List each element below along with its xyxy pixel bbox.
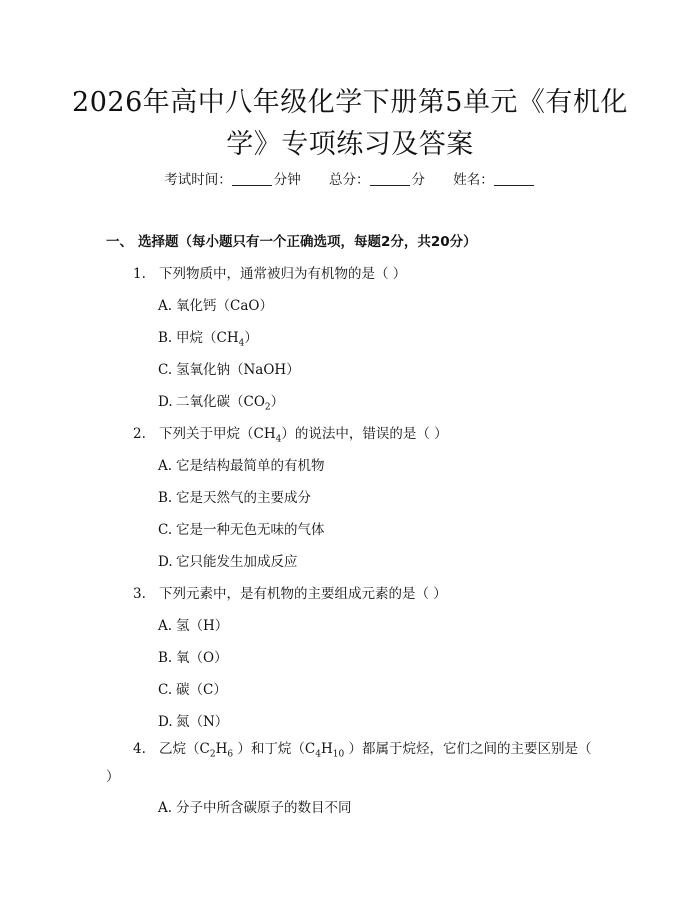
option-label: B. [158,490,173,506]
name-blank[interactable] [494,184,534,186]
option-text: 它是一种无色无味的气体 [176,522,325,538]
option-1c[interactable] [158,358,300,378]
option-2a[interactable] [158,454,325,474]
option-2c[interactable] [158,518,325,538]
score-label: 总分： [329,172,370,188]
option-label: D. [158,714,173,730]
option-1d[interactable] [158,390,284,413]
section-number: 一、 [106,234,133,250]
score-unit: 分 [411,172,425,188]
question-4 [106,738,596,788]
question-text: 乙烷（C [159,741,210,757]
subscript: 4 [315,749,321,760]
question-text-tail: ）的说法中，错误的是（ ） [281,426,448,442]
option-text: 甲烷（CH [176,330,239,346]
option-2b[interactable] [158,486,311,506]
option-label: D. [158,554,173,570]
option-text: 氢（H） [176,618,229,634]
option-label: A. [158,298,173,314]
option-text: 分子中所含碳原子的数目不同 [176,800,352,816]
option-label: B. [158,650,173,666]
subscript: 2 [264,402,271,413]
option-4a[interactable] [158,796,352,816]
question-number: 4. [133,741,146,757]
question-3 [133,582,447,602]
option-label: A. [158,458,173,474]
option-3c[interactable] [158,678,227,698]
question-text: 下列元素中，是有机物的主要组成元素的是（ ） [159,586,447,602]
option-text: 氮（N） [176,714,229,730]
option-text: 氧（O） [176,650,228,666]
question-text: 下列关于甲烷（CH [159,426,276,442]
option-3a[interactable] [158,614,228,634]
option-label: C. [158,682,173,698]
option-1b[interactable] [158,326,258,349]
option-text: 它是天然气的主要成分 [176,490,311,506]
option-text: 氢氧化钠（NaOH） [176,362,300,378]
option-text: 氧化钙（CaO） [176,298,273,314]
page-title: 2026年高中八年级化学下册第5单元《有机化学》专项练习及答案 [72,87,628,160]
name-label: 姓名： [453,172,494,188]
exam-name [453,168,536,188]
option-label: A. [158,800,173,816]
option-text: 它只能发生加成反应 [176,554,298,570]
option-label: D. [158,394,173,410]
option-label: B. [158,330,173,346]
subscript: 4 [275,434,282,445]
question-2 [133,422,448,445]
section-title: 选择题（每小题只有一个正确选项，每题2分，共20分） [138,234,477,250]
exam-info [0,168,700,188]
option-label: C. [158,362,173,378]
question-1 [133,262,406,282]
option-label: A. [158,618,173,634]
option-text-tail: ） [270,394,285,410]
section-heading [106,230,477,250]
time-blank[interactable] [232,184,272,186]
time-unit: 分钟 [273,172,301,188]
exam-score [329,168,425,188]
option-2d[interactable] [158,550,298,570]
exam-time [164,168,301,188]
subscript: 6 [227,749,234,760]
option-text: 碳（C） [176,682,227,698]
option-label: C. [158,522,173,538]
question-text: H [320,741,333,757]
option-3b[interactable] [158,646,228,666]
option-text-tail: ） [244,330,258,346]
question-text: H [215,741,228,757]
time-label: 考试时间： [164,172,232,188]
option-3d[interactable] [158,710,228,730]
option-text: 它是结构最简单的有机物 [176,458,325,474]
subscript: 4 [238,338,245,349]
question-number: 1. [133,266,146,282]
score-blank[interactable] [370,184,410,186]
option-text: 二氧化碳（CO [176,394,265,410]
question-number: 2. [133,426,146,442]
question-text: ）和丁烷（C [233,741,316,757]
question-text: ）都属于烷烃，它们之间的主要区别是（ ） [106,741,592,785]
question-text: 下列物质中，通常被归为有机物的是（ ） [159,266,407,282]
subscript: 10 [332,749,345,760]
option-1a[interactable] [158,294,273,314]
question-number: 3. [133,586,146,602]
subscript: 2 [209,749,216,760]
